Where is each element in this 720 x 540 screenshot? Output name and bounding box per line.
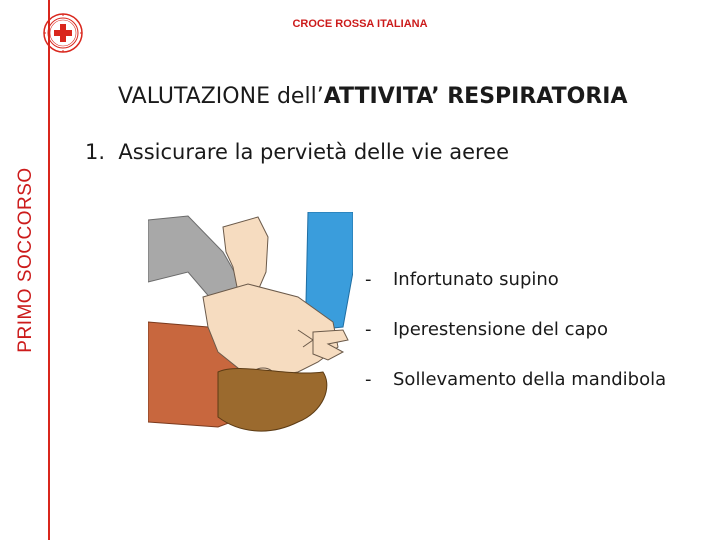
bullet-dash: - [365, 369, 372, 390]
slide-title [118, 84, 628, 109]
list-item [365, 368, 666, 418]
course-label [0, 130, 52, 390]
bullet-text: Infortunato supino [393, 269, 559, 290]
instruction-list [365, 268, 666, 418]
airway-opening-illustration [148, 212, 353, 502]
title-bold: ATTIVITA’ RESPIRATORIA [323, 84, 628, 109]
course-label-text: PRIMO SOCCORSO [15, 167, 36, 353]
step-heading [85, 140, 509, 164]
organization-name: CROCE ROSSA ITALIANA [292, 18, 428, 30]
step-number: 1. [85, 140, 106, 164]
bullet-dash: - [365, 319, 372, 340]
list-item [365, 268, 666, 318]
step-text: Assicurare la pervietà delle vie aeree [118, 140, 510, 164]
title-regular: VALUTAZIONE dell’ [118, 84, 324, 109]
bullet-text: Sollevamento della mandibola [393, 369, 667, 390]
bullet-dash: - [365, 269, 372, 290]
list-item [365, 318, 666, 368]
bullet-text: Iperestensione del capo [393, 319, 608, 340]
